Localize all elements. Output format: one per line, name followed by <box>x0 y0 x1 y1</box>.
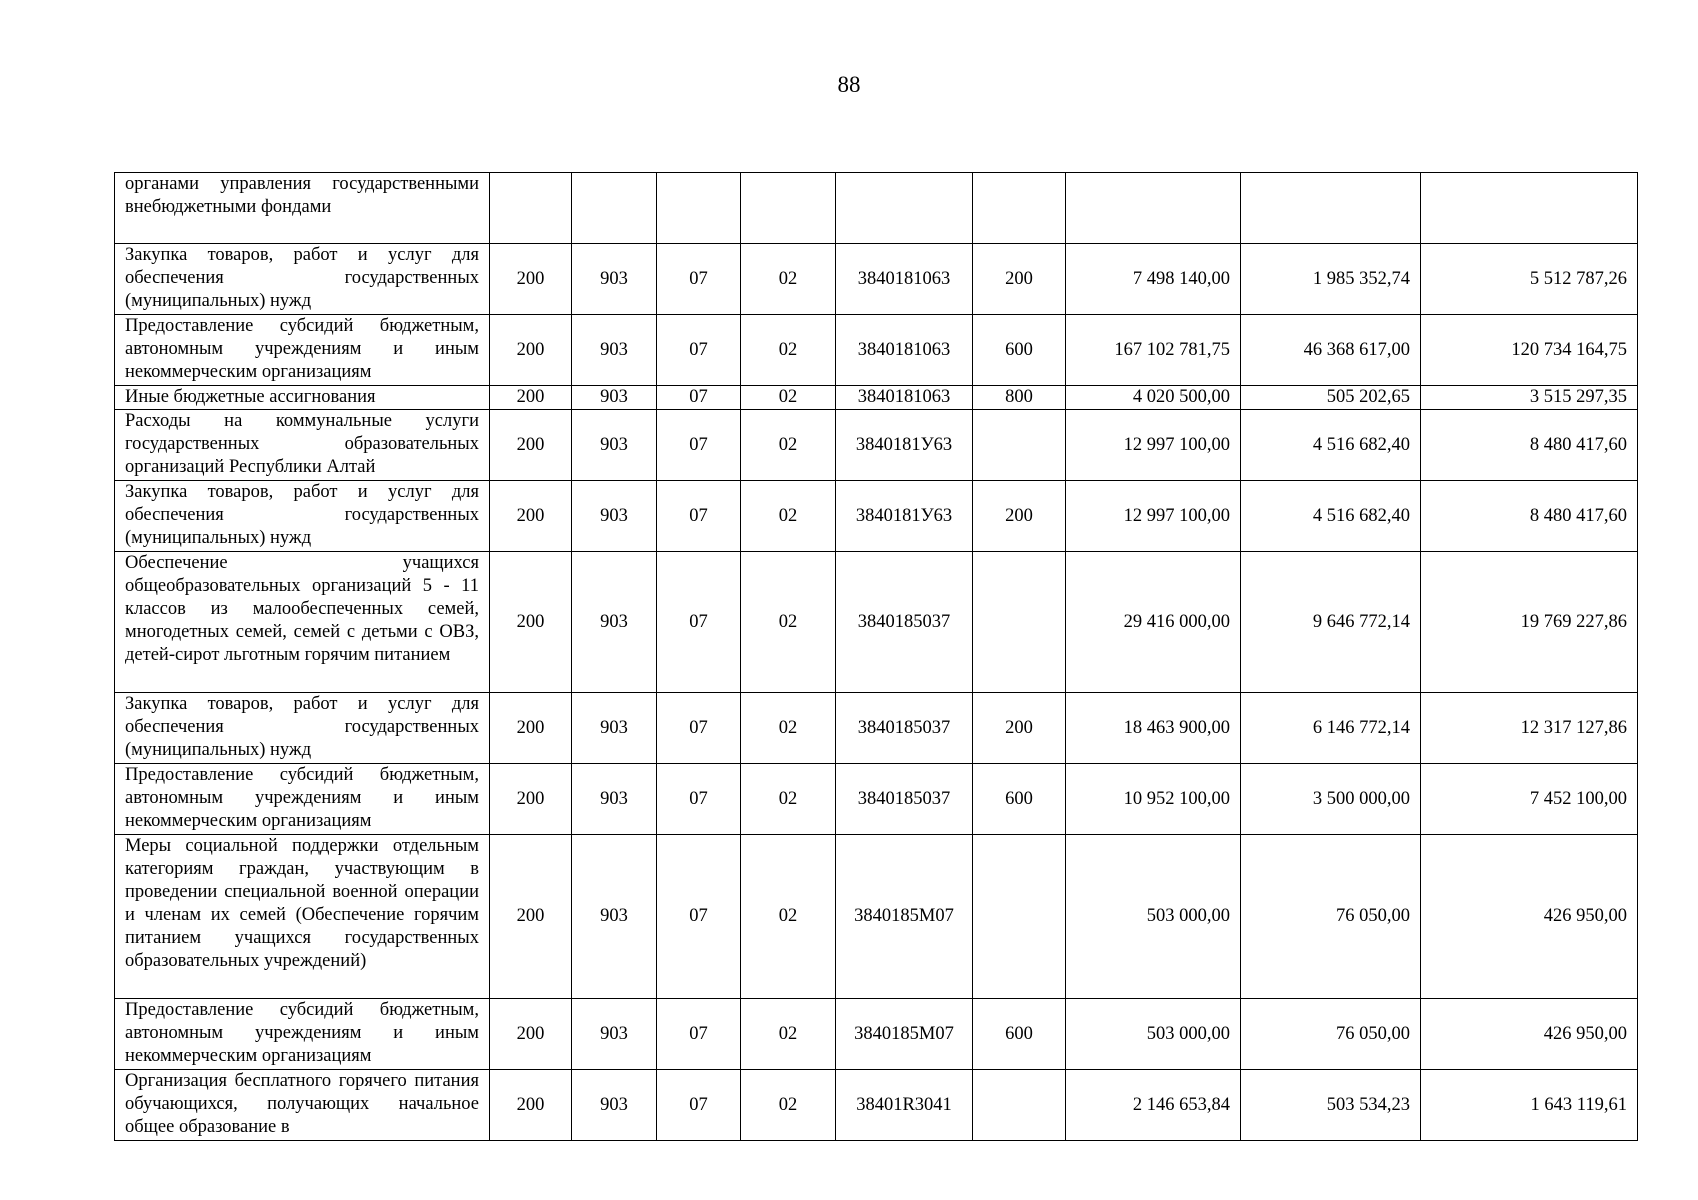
code-cell: 903 <box>572 999 657 1070</box>
code-cell: 07 <box>657 764 741 835</box>
code-cell <box>973 552 1066 693</box>
code-cell: 903 <box>572 693 657 764</box>
amount-cell: 3 515 297,35 <box>1421 386 1638 410</box>
code-cell: 903 <box>572 410 657 481</box>
code-cell: 200 <box>490 386 572 410</box>
code-cell: 800 <box>973 386 1066 410</box>
amount-cell: 167 102 781,75 <box>1066 315 1241 386</box>
amount-cell: 2 146 653,84 <box>1066 1070 1241 1141</box>
amount-cell: 12 997 100,00 <box>1066 481 1241 552</box>
code-cell: 02 <box>741 386 836 410</box>
code-cell: 38401R3041 <box>836 1070 973 1141</box>
amount-cell: 503 000,00 <box>1066 999 1241 1070</box>
code-cell: 200 <box>490 764 572 835</box>
page-number: 88 <box>837 72 861 97</box>
code-cell <box>973 835 1066 999</box>
code-cell: 3840181У63 <box>836 481 973 552</box>
row-description: Закупка товаров, работ и услуг для обеспечения государственных (муниципальных) нужд <box>115 693 490 764</box>
code-cell: 3840185037 <box>836 552 973 693</box>
amount-cell: 7 452 100,00 <box>1421 764 1638 835</box>
code-cell: 02 <box>741 693 836 764</box>
code-cell: 903 <box>572 386 657 410</box>
amount-cell: 76 050,00 <box>1241 835 1421 999</box>
code-cell: 200 <box>973 481 1066 552</box>
code-cell: 3840181063 <box>836 386 973 410</box>
code-cell: 3840181У63 <box>836 410 973 481</box>
code-cell: 02 <box>741 835 836 999</box>
amount-cell: 120 734 164,75 <box>1421 315 1638 386</box>
code-cell: 02 <box>741 552 836 693</box>
code-cell: 3840185М07 <box>836 999 973 1070</box>
amount-cell: 12 997 100,00 <box>1066 410 1241 481</box>
table-row <box>115 244 1638 315</box>
amount-cell <box>1421 173 1638 244</box>
amount-cell: 12 317 127,86 <box>1421 693 1638 764</box>
code-cell <box>973 173 1066 244</box>
code-cell: 3840185М07 <box>836 835 973 999</box>
code-cell: 600 <box>973 315 1066 386</box>
row-description: Меры социальной поддержки отдельным категориям граждан, участвующим в проведении специальной военной операции и членам их семей (Обеспечение горячим питанием учащихся государственных образовательных учреждений) <box>115 835 490 999</box>
code-cell: 07 <box>657 835 741 999</box>
amount-cell: 76 050,00 <box>1241 999 1421 1070</box>
code-cell: 07 <box>657 244 741 315</box>
amount-cell: 4 516 682,40 <box>1241 481 1421 552</box>
code-cell <box>657 173 741 244</box>
amount-cell: 4 516 682,40 <box>1241 410 1421 481</box>
code-cell: 903 <box>572 764 657 835</box>
code-cell: 07 <box>657 386 741 410</box>
code-cell <box>572 173 657 244</box>
code-cell <box>973 1070 1066 1141</box>
row-description: органами управления государственными внебюджетными фондами <box>115 173 490 244</box>
table-row <box>115 552 1638 693</box>
code-cell: 200 <box>490 835 572 999</box>
row-description: Организация бесплатного горячего питания обучающихся, получающих начальное общее образование в <box>115 1070 490 1141</box>
code-cell: 200 <box>490 410 572 481</box>
code-cell: 200 <box>490 481 572 552</box>
amount-cell: 46 368 617,00 <box>1241 315 1421 386</box>
code-cell: 02 <box>741 1070 836 1141</box>
amount-cell <box>1241 173 1421 244</box>
row-description: Закупка товаров, работ и услуг для обеспечения государственных (муниципальных) нужд <box>115 244 490 315</box>
code-cell: 02 <box>741 481 836 552</box>
code-cell: 200 <box>490 693 572 764</box>
amount-cell: 6 146 772,14 <box>1241 693 1421 764</box>
code-cell: 903 <box>572 244 657 315</box>
amount-cell: 426 950,00 <box>1421 999 1638 1070</box>
code-cell <box>836 173 973 244</box>
amount-cell: 1 985 352,74 <box>1241 244 1421 315</box>
code-cell: 02 <box>741 315 836 386</box>
code-cell: 600 <box>973 999 1066 1070</box>
amount-cell: 29 416 000,00 <box>1066 552 1241 693</box>
code-cell: 200 <box>973 693 1066 764</box>
table-row <box>115 693 1638 764</box>
code-cell <box>973 410 1066 481</box>
code-cell: 07 <box>657 481 741 552</box>
code-cell: 3840181063 <box>836 315 973 386</box>
amount-cell: 505 202,65 <box>1241 386 1421 410</box>
code-cell: 903 <box>572 1070 657 1141</box>
code-cell: 3840185037 <box>836 693 973 764</box>
code-cell: 200 <box>490 999 572 1070</box>
amount-cell: 503 534,23 <box>1241 1070 1421 1141</box>
amount-cell: 3 500 000,00 <box>1241 764 1421 835</box>
code-cell <box>741 173 836 244</box>
code-cell: 02 <box>741 244 836 315</box>
amount-cell: 18 463 900,00 <box>1066 693 1241 764</box>
amount-cell: 8 480 417,60 <box>1421 481 1638 552</box>
code-cell: 02 <box>741 764 836 835</box>
amount-cell: 10 952 100,00 <box>1066 764 1241 835</box>
table-row <box>115 481 1638 552</box>
code-cell: 07 <box>657 315 741 386</box>
code-cell: 02 <box>741 999 836 1070</box>
code-cell: 3840185037 <box>836 764 973 835</box>
budget-table <box>114 172 1638 1141</box>
code-cell <box>490 173 572 244</box>
table-row <box>115 315 1638 386</box>
code-cell: 200 <box>490 1070 572 1141</box>
table-row <box>115 173 1638 244</box>
code-cell: 07 <box>657 693 741 764</box>
code-cell: 3840181063 <box>836 244 973 315</box>
table-row <box>115 386 1638 410</box>
amount-cell: 19 769 227,86 <box>1421 552 1638 693</box>
code-cell: 200 <box>490 244 572 315</box>
code-cell: 903 <box>572 315 657 386</box>
table-row <box>115 999 1638 1070</box>
row-description: Расходы на коммунальные услуги государственных образовательных организаций Республики Алтай <box>115 410 490 481</box>
amount-cell: 426 950,00 <box>1421 835 1638 999</box>
table-row <box>115 410 1638 481</box>
code-cell: 07 <box>657 1070 741 1141</box>
amount-cell: 5 512 787,26 <box>1421 244 1638 315</box>
row-description: Иные бюджетные ассигнования <box>115 386 490 410</box>
code-cell: 600 <box>973 764 1066 835</box>
code-cell: 200 <box>490 315 572 386</box>
code-cell: 903 <box>572 835 657 999</box>
code-cell: 200 <box>490 552 572 693</box>
table-row <box>115 835 1638 999</box>
amount-cell: 4 020 500,00 <box>1066 386 1241 410</box>
row-description: Закупка товаров, работ и услуг для обеспечения государственных (муниципальных) нужд <box>115 481 490 552</box>
row-description: Предоставление субсидий бюджетным, автономным учреждениям и иным некоммерческим организациям <box>115 764 490 835</box>
table-row <box>115 1070 1638 1141</box>
code-cell: 02 <box>741 410 836 481</box>
amount-cell: 8 480 417,60 <box>1421 410 1638 481</box>
code-cell: 200 <box>973 244 1066 315</box>
code-cell: 903 <box>572 481 657 552</box>
amount-cell: 503 000,00 <box>1066 835 1241 999</box>
code-cell: 07 <box>657 410 741 481</box>
amount-cell: 7 498 140,00 <box>1066 244 1241 315</box>
row-description: Обеспечение учащихся общеобразовательных организаций 5 - 11 классов из малообеспеченных семей, многодетных семей, семей с детьми с ОВЗ, детей-сирот льготным горячим питанием <box>115 552 490 693</box>
row-description: Предоставление субсидий бюджетным, автономным учреждениям и иным некоммерческим организациям <box>115 315 490 386</box>
code-cell: 07 <box>657 552 741 693</box>
amount-cell: 9 646 772,14 <box>1241 552 1421 693</box>
table-row <box>115 764 1638 835</box>
row-description: Предоставление субсидий бюджетным, автономным учреждениям и иным некоммерческим организациям <box>115 999 490 1070</box>
amount-cell <box>1066 173 1241 244</box>
code-cell: 07 <box>657 999 741 1070</box>
amount-cell: 1 643 119,61 <box>1421 1070 1638 1141</box>
code-cell: 903 <box>572 552 657 693</box>
